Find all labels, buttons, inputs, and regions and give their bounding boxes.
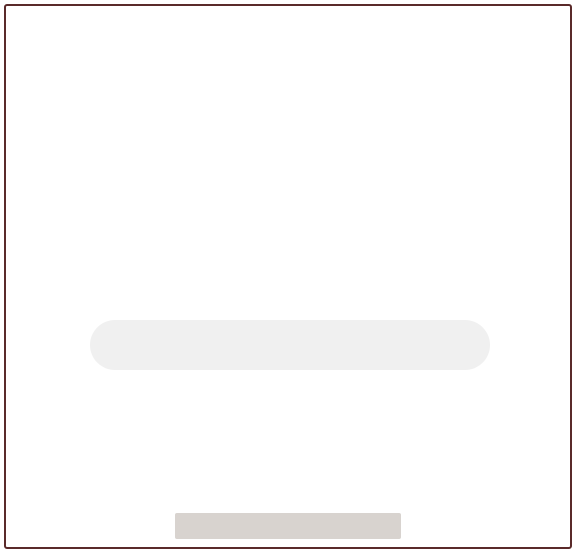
phone-watermark [80,300,500,390]
signature-bar [175,513,401,539]
notice-border [4,4,572,549]
